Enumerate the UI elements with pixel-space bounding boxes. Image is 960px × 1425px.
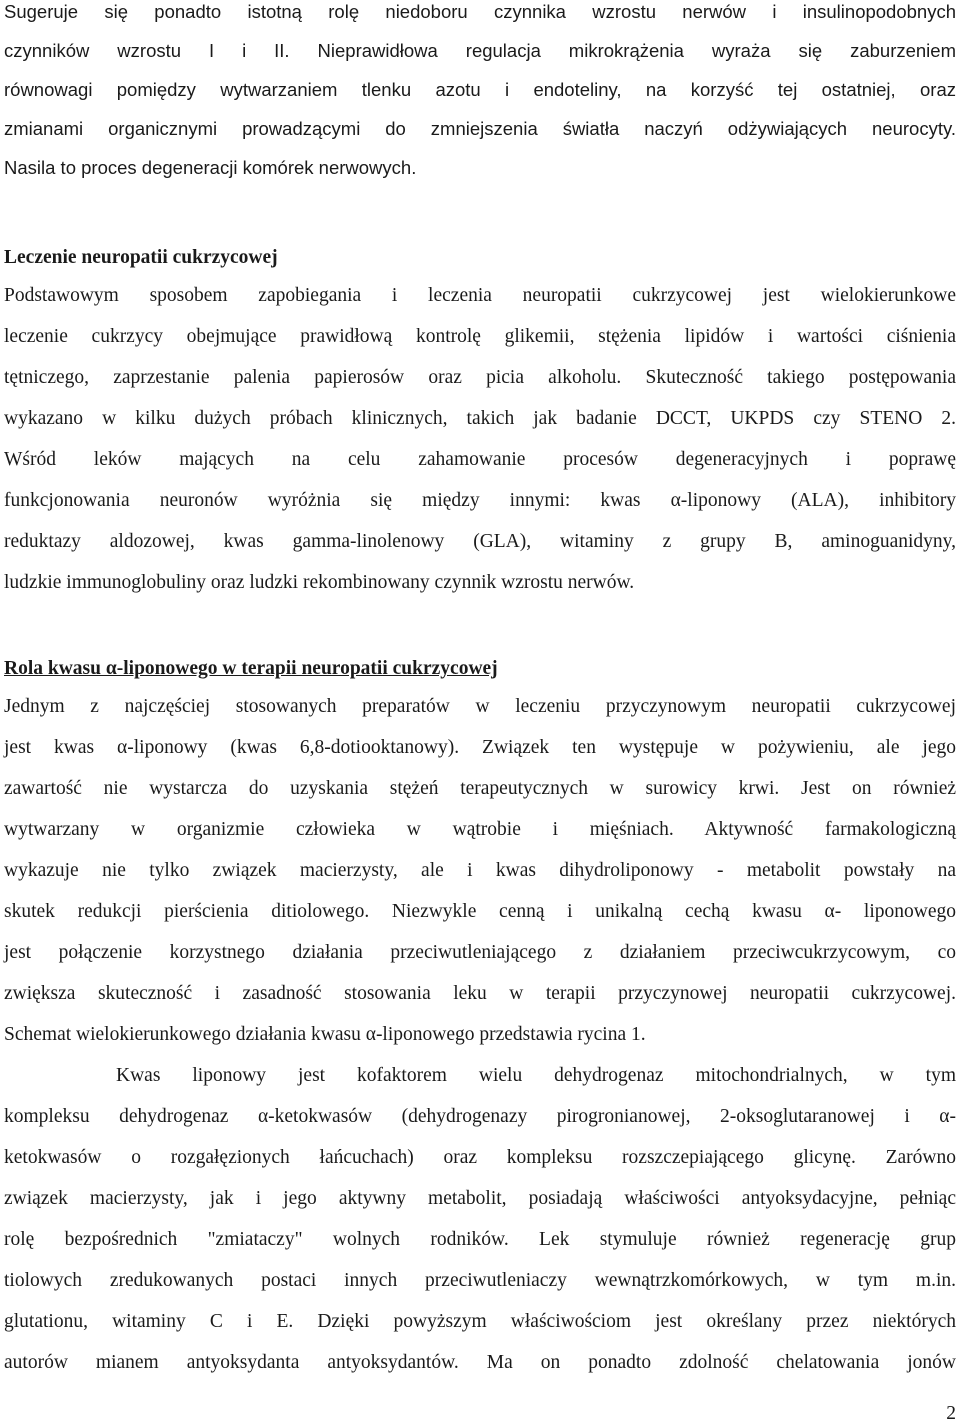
section-treatment: [4, 246, 956, 612]
paragraph-line: leczenie cukrzycy obejmujące prawidłową kontrolę glikemii, stężenia lipidów i wartości ciśnienia: [4, 326, 956, 347]
intro-paragraph: [4, 0, 956, 195]
section-heading: Rola kwasu α-liponowego w terapii neuropatii cukrzycowej: [4, 658, 498, 679]
paragraph-line: równowagi pomiędzy wytwarzaniem tlenku azotu i endoteliny, na korzyść tej ostatniej, oraz: [4, 79, 956, 100]
paragraph-line: zwiększa skuteczność i zasadność stosowania leku w terapii przyczynowej neuropatii cukrzycowej.: [4, 983, 956, 1004]
paragraph-line: kompleksu dehydrogenaz α-ketokwasów (dehydrogenazy pirogronianowej, 2-oksoglutaranowej i α-: [4, 1106, 956, 1127]
paragraph-line: Schemat wielokierunkowego działania kwasu α-liponowego przedstawia rycina 1.: [4, 1024, 646, 1045]
paragraph-line: Podstawowym sposobem zapobiegania i leczenia neuropatii cukrzycowej jest wielokierunkowe: [4, 285, 956, 306]
paragraph-line: czynników wzrostu I i II. Nieprawidłowa regulacja mikrokrążenia wyraża się zaburzeniem: [4, 40, 956, 61]
paragraph-line: jest połączenie korzystnego działania przeciwutleniającego z działaniem przeciwcukrzycowym, co: [4, 942, 956, 963]
page-number: 2: [946, 1403, 956, 1424]
paragraph-line: tiolowych zredukowanych postaci innych przeciwutleniaczy wewnątrzkomórkowych, w tym m.in.: [4, 1270, 956, 1291]
paragraph-line: Kwas liponowy jest kofaktorem wielu dehydrogenaz mitochondrialnych, w tym: [116, 1065, 956, 1086]
paragraph-line: autorów mianem antyoksydanta antyoksydantów. Ma on ponadto zdolność chelatowania jonów: [4, 1352, 956, 1373]
paragraph-line: Sugeruje się ponadto istotną rolę niedoboru czynnika wzrostu nerwów i insulinopodobnych: [4, 1, 956, 22]
paragraph-line: Wśród leków mających na celu zahamowanie procesów degeneracyjnych i poprawę: [4, 449, 956, 470]
paragraph-line: tętniczego, zaprzestanie palenia papierosów oraz picia alkoholu. Skuteczność takiego postępowania: [4, 367, 956, 388]
paragraph-line: zawartość nie wystarcza do uzyskania stężeń terapeutycznych w surowicy krwi. Jest on również: [4, 778, 956, 799]
paragraph-line: funkcjonowania neuronów wyróżnia się między innymi: kwas α-liponowy (ALA), inhibitory: [4, 490, 956, 511]
section-alpha-lipoic-acid: [4, 657, 956, 1392]
paragraph-line: ketokwasów o rozgałęzionych łańcuchach) oraz kompleksu rozszczepiającego glicynę. Zarówno: [4, 1147, 956, 1168]
section-heading: Leczenie neuropatii cukrzycowej: [4, 247, 278, 268]
paragraph-line: rolę bezpośrednich "zmiataczy" wolnych rodników. Lek stymuluje również regenerację grup: [4, 1229, 956, 1250]
paragraph-line: związek macierzysty, jak i jego aktywny metabolit, posiadają właściwości antyoksydacyjne, pełniąc: [4, 1188, 956, 1209]
paragraph-line: wytwarzany w organizmie człowieka w wątrobie i mięśniach. Aktywność farmakologiczną: [4, 819, 956, 840]
paragraph-line: jest kwas α-liponowy (kwas 6,8-dotiooktanowy). Związek ten występuje w pożywieniu, ale jego: [4, 737, 956, 758]
paragraph-line: Nasila to proces degeneracji komórek nerwowych.: [4, 157, 417, 178]
paragraph-line: zmianami organicznymi prowadzącymi do zmniejszenia światła naczyń odżywiających neurocyty.: [4, 118, 956, 139]
paragraph-line: wykazano w kilku dużych próbach klinicznych, takich jak badanie DCCT, UKPDS czy STENO 2.: [4, 408, 956, 429]
paragraph-line: glutationu, witaminy C i E. Dzięki powyższym właściwościom jest określany przez niektórych: [4, 1311, 956, 1332]
paragraph-line: wykazuje nie tylko związek macierzysty, ale i kwas dihydroliponowy - metabolit powstały na: [4, 860, 956, 881]
paragraph-line: ludzkie immunoglobuliny oraz ludzki rekombinowany czynnik wzrostu nerwów.: [4, 572, 635, 593]
paragraph-line: skutek redukcji pierścienia ditiolowego. Niezwykle cenną i unikalną cechą kwasu α- liponowego: [4, 901, 956, 922]
paragraph-line: reduktazy aldozowej, kwas gamma-linolenowy (GLA), witaminy z grupy B, aminoguanidyny,: [4, 531, 956, 552]
paragraph-line: Jednym z najczęściej stosowanych preparatów w leczeniu przyczynowym neuropatii cukrzycowej: [4, 696, 956, 717]
